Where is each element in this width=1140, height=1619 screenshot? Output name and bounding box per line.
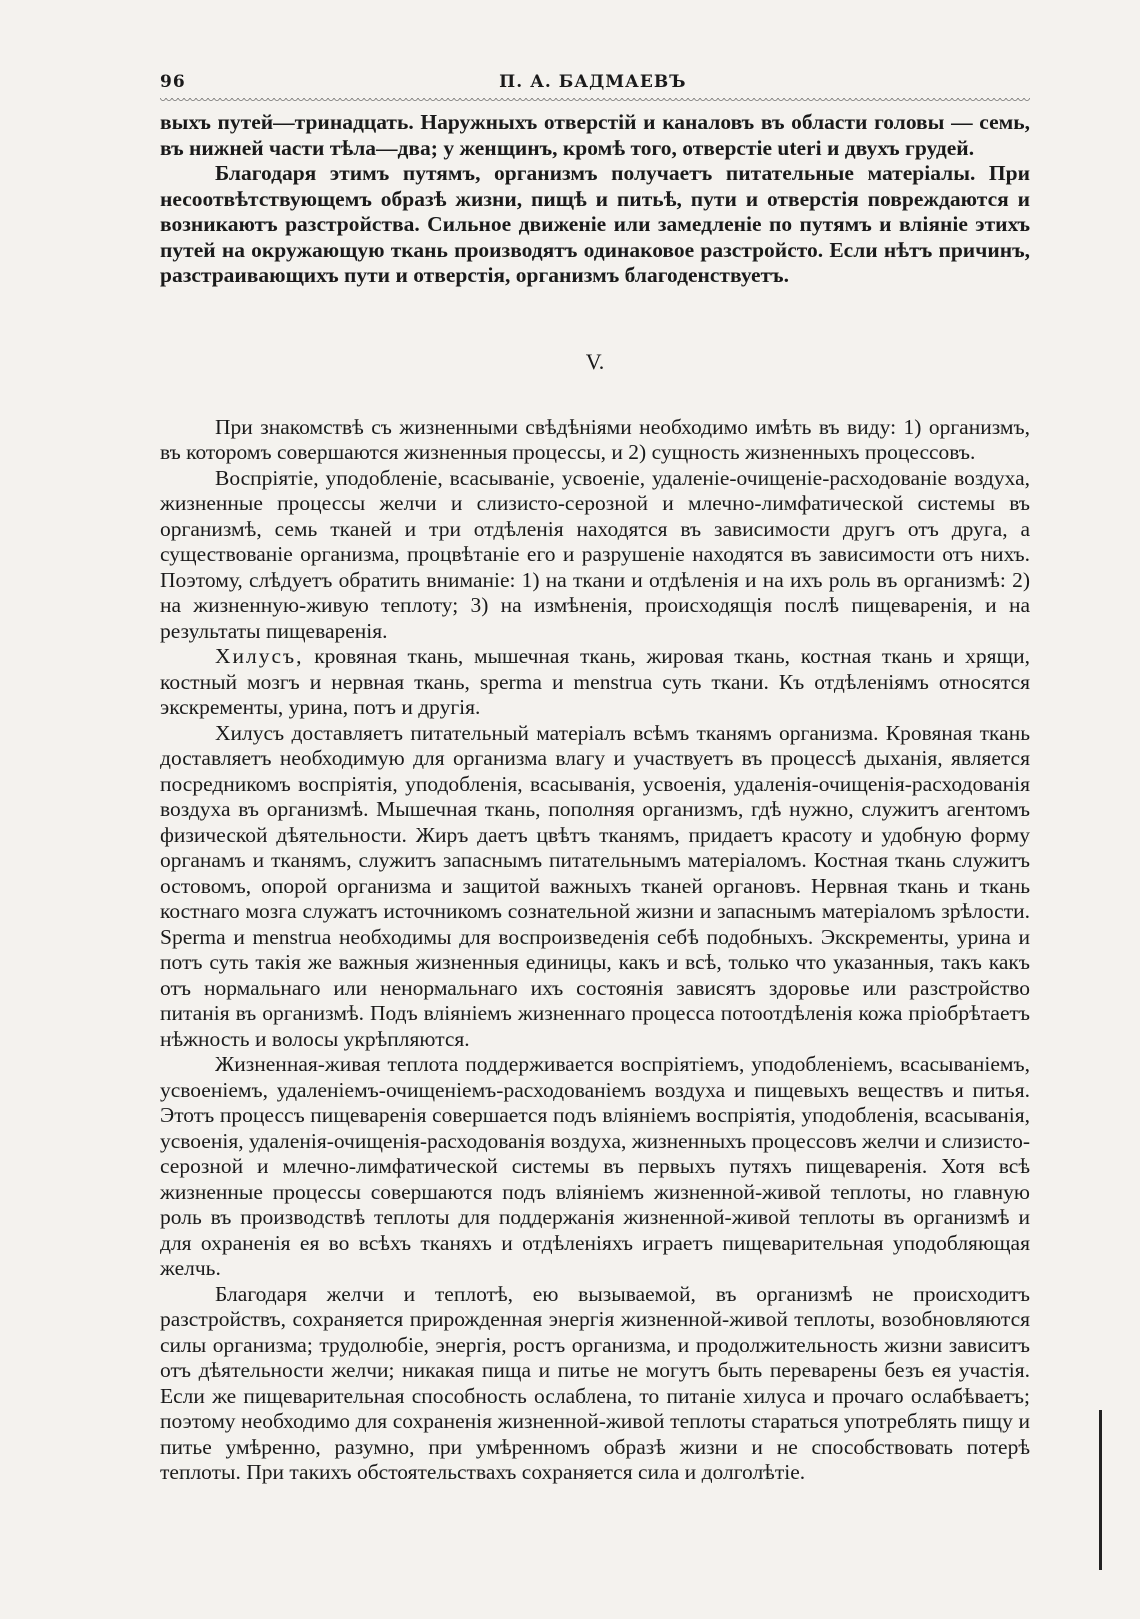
tissues-lead: Хилусъ, [215,644,304,668]
intro-paragraph-2: Благодаря этимъ путямъ, организмъ получаетъ питательные матеріалы. При несоотвѣтствующемъ образѣ жизни, пищѣ и питьѣ, пути и отверстія повреждаются и возникаютъ разстройства. Сильное движеніе или замедленіе по путямъ и вліяніе этихъ путей на окружающую ткань производятъ одинаковое разстройсто. Если нѣтъ причинъ, разстраивающихъ пути и отверстія, организмъ благоденствуетъ. [160,161,1030,287]
header-rule [160,98,1030,104]
body-paragraph-4: Хилусъ доставляетъ питательный матеріалъ всѣмъ тканямъ организма. Кровяная ткань доставляетъ необходимую для организма влагу и участвуетъ въ процессѣ дыханія, является посредникомъ воспріятія, уподобленія, всасыванія, усвоенія, удаленія-очищенія-расходованія воздуха въ организмѣ. Мышечная ткань, пополняя организмъ, гдѣ нужно, служитъ агентомъ физической дѣятельности. Жиръ даетъ цвѣтъ тканямъ, придаетъ красоту и удобную форму органамъ и тканямъ, служитъ запаснымъ питательнымъ матеріаломъ. Костная ткань служитъ остовомъ, опорой организма и защитой важныхъ тканей органовъ. Нервная ткань и ткань костнаго мозга служатъ источникомъ сознательной жизни и запаснымъ матеріаломъ зрѣлости. Sperma и menstrua необходимы для воспроизведенія себѣ подобныхъ. Экскременты, урина и потъ суть такія же важныя жизненныя единицы, какъ и всѣ, только что указанныя, такъ какъ отъ нормальнаго или ненормальнаго ихъ состоянія зависятъ здоровье или разстройство питанія въ организмѣ. Подъ вліяніемъ жизненнаго процесса потоотдѣленія кожа пріобрѣтаетъ нѣжность и волосы укрѣпляются. [160,720,1030,1051]
body-paragraph-1: При знакомствѣ съ жизненными свѣдѣніями необходимо имѣть въ виду: 1) организмъ, въ которомъ совершаются жизненныя процессы, и 2) сущность жизненныхъ процессовъ. [160,414,1030,464]
tissues-rest: кровяная ткань, мышечная ткань, жировая ткань, костная ткань и хрящи, костный мозгъ и нервная ткань, sperma и menstrua суть ткани. Къ отдѣленіямъ относятся экскременты, урина, потъ и другія. [160,644,1030,719]
running-head [160,72,1030,96]
margin-mark [1099,1410,1102,1570]
running-title: П. А. БАДМАЕВЪ [499,72,687,92]
book-page [160,72,1030,1486]
intro-paragraph-1: выхъ путей—тринадцать. Наружныхъ отверстій и каналовъ въ области головы — семь, въ нижней части тѣла—два; у женщинъ, кромѣ того, отверстіе uteri и двухъ грудей. [160,110,1030,160]
page-number: 96 [160,72,186,92]
body-paragraph-5: Жизненная-живая теплота поддерживается воспріятіемъ, уподобленіемъ, всасываніемъ, усвоеніемъ, удаленіемъ-очищеніемъ-расходованіемъ воздуха и пищевыхъ веществъ и питья. Этотъ процессъ пищеваренія совершается подъ вліяніемъ воспріятія, уподобленія, всасыванія, усвоенія, удаленія-очищенія-расходованія воздуха, жизненныхъ процессовъ желчи и слизисто-серозной и млечно-лимфатической системы въ первыхъ путяхъ пищеваренія. Хотя всѣ жизненные процессы совершаются подъ вліяніемъ жизненной-живой теплоты, но главную роль въ производствѣ теплоты для поддержанія жизненной-живой теплоты въ организмѣ и для охраненія ея во всѣхъ тканяхъ и отдѣленіяхъ играетъ пищеварительная уподобляющая желчь. [160,1052,1030,1280]
body-paragraph-2: Воспріятіе, уподобленіе, всасываніе, усвоеніе, удаленіе-очищеніе-расходованіе воздуха, жизненные процессы желчи и слизисто-серозной и млечно-лимфатической системы въ организмѣ, семь тканей и три отдѣленія находятся въ зависимости другъ отъ друга, а существованіе организма, процвѣтаніе его и разрушеніе находятся въ зависимости отъ нихъ. Поэтому, слѣдуетъ обратить вниманіе: 1) на ткани и отдѣленія и на ихъ роль въ организмѣ: 2) на жизненную-живую теплоту; 3) на измѣненія, происходящія послѣ пищеваренія, и на результаты пищеваренія. [160,465,1030,643]
section-heading: V. [585,348,605,374]
body-paragraph-3 [160,644,1030,721]
body-paragraph-6: Благодаря желчи и теплотѣ, ею вызываемой, въ организмѣ не происходитъ разстройствъ, сохраняется прирожденная энергія жизненной-живой теплоты, возобновляются силы организма; трудолюбіе, энергія, ростъ организма, и продолжительность жизни зависитъ отъ дѣятельности желчи; никакая пища и питье не могутъ быть переварены безъ ея участія. Если же пищеварительная способность ослаблена, то питаніе хилуса и прочаго ослабѣваетъ; поэтому необходимо для сохраненія жизненной-живой теплоты стараться употреблять пищу и питье умѣренно, разумно, при умѣренномъ образѣ жизни и не способствовать потерѣ теплоты. При такихъ обстоятельствахъ сохраняется сила и долголѣтіе. [160,1281,1030,1484]
